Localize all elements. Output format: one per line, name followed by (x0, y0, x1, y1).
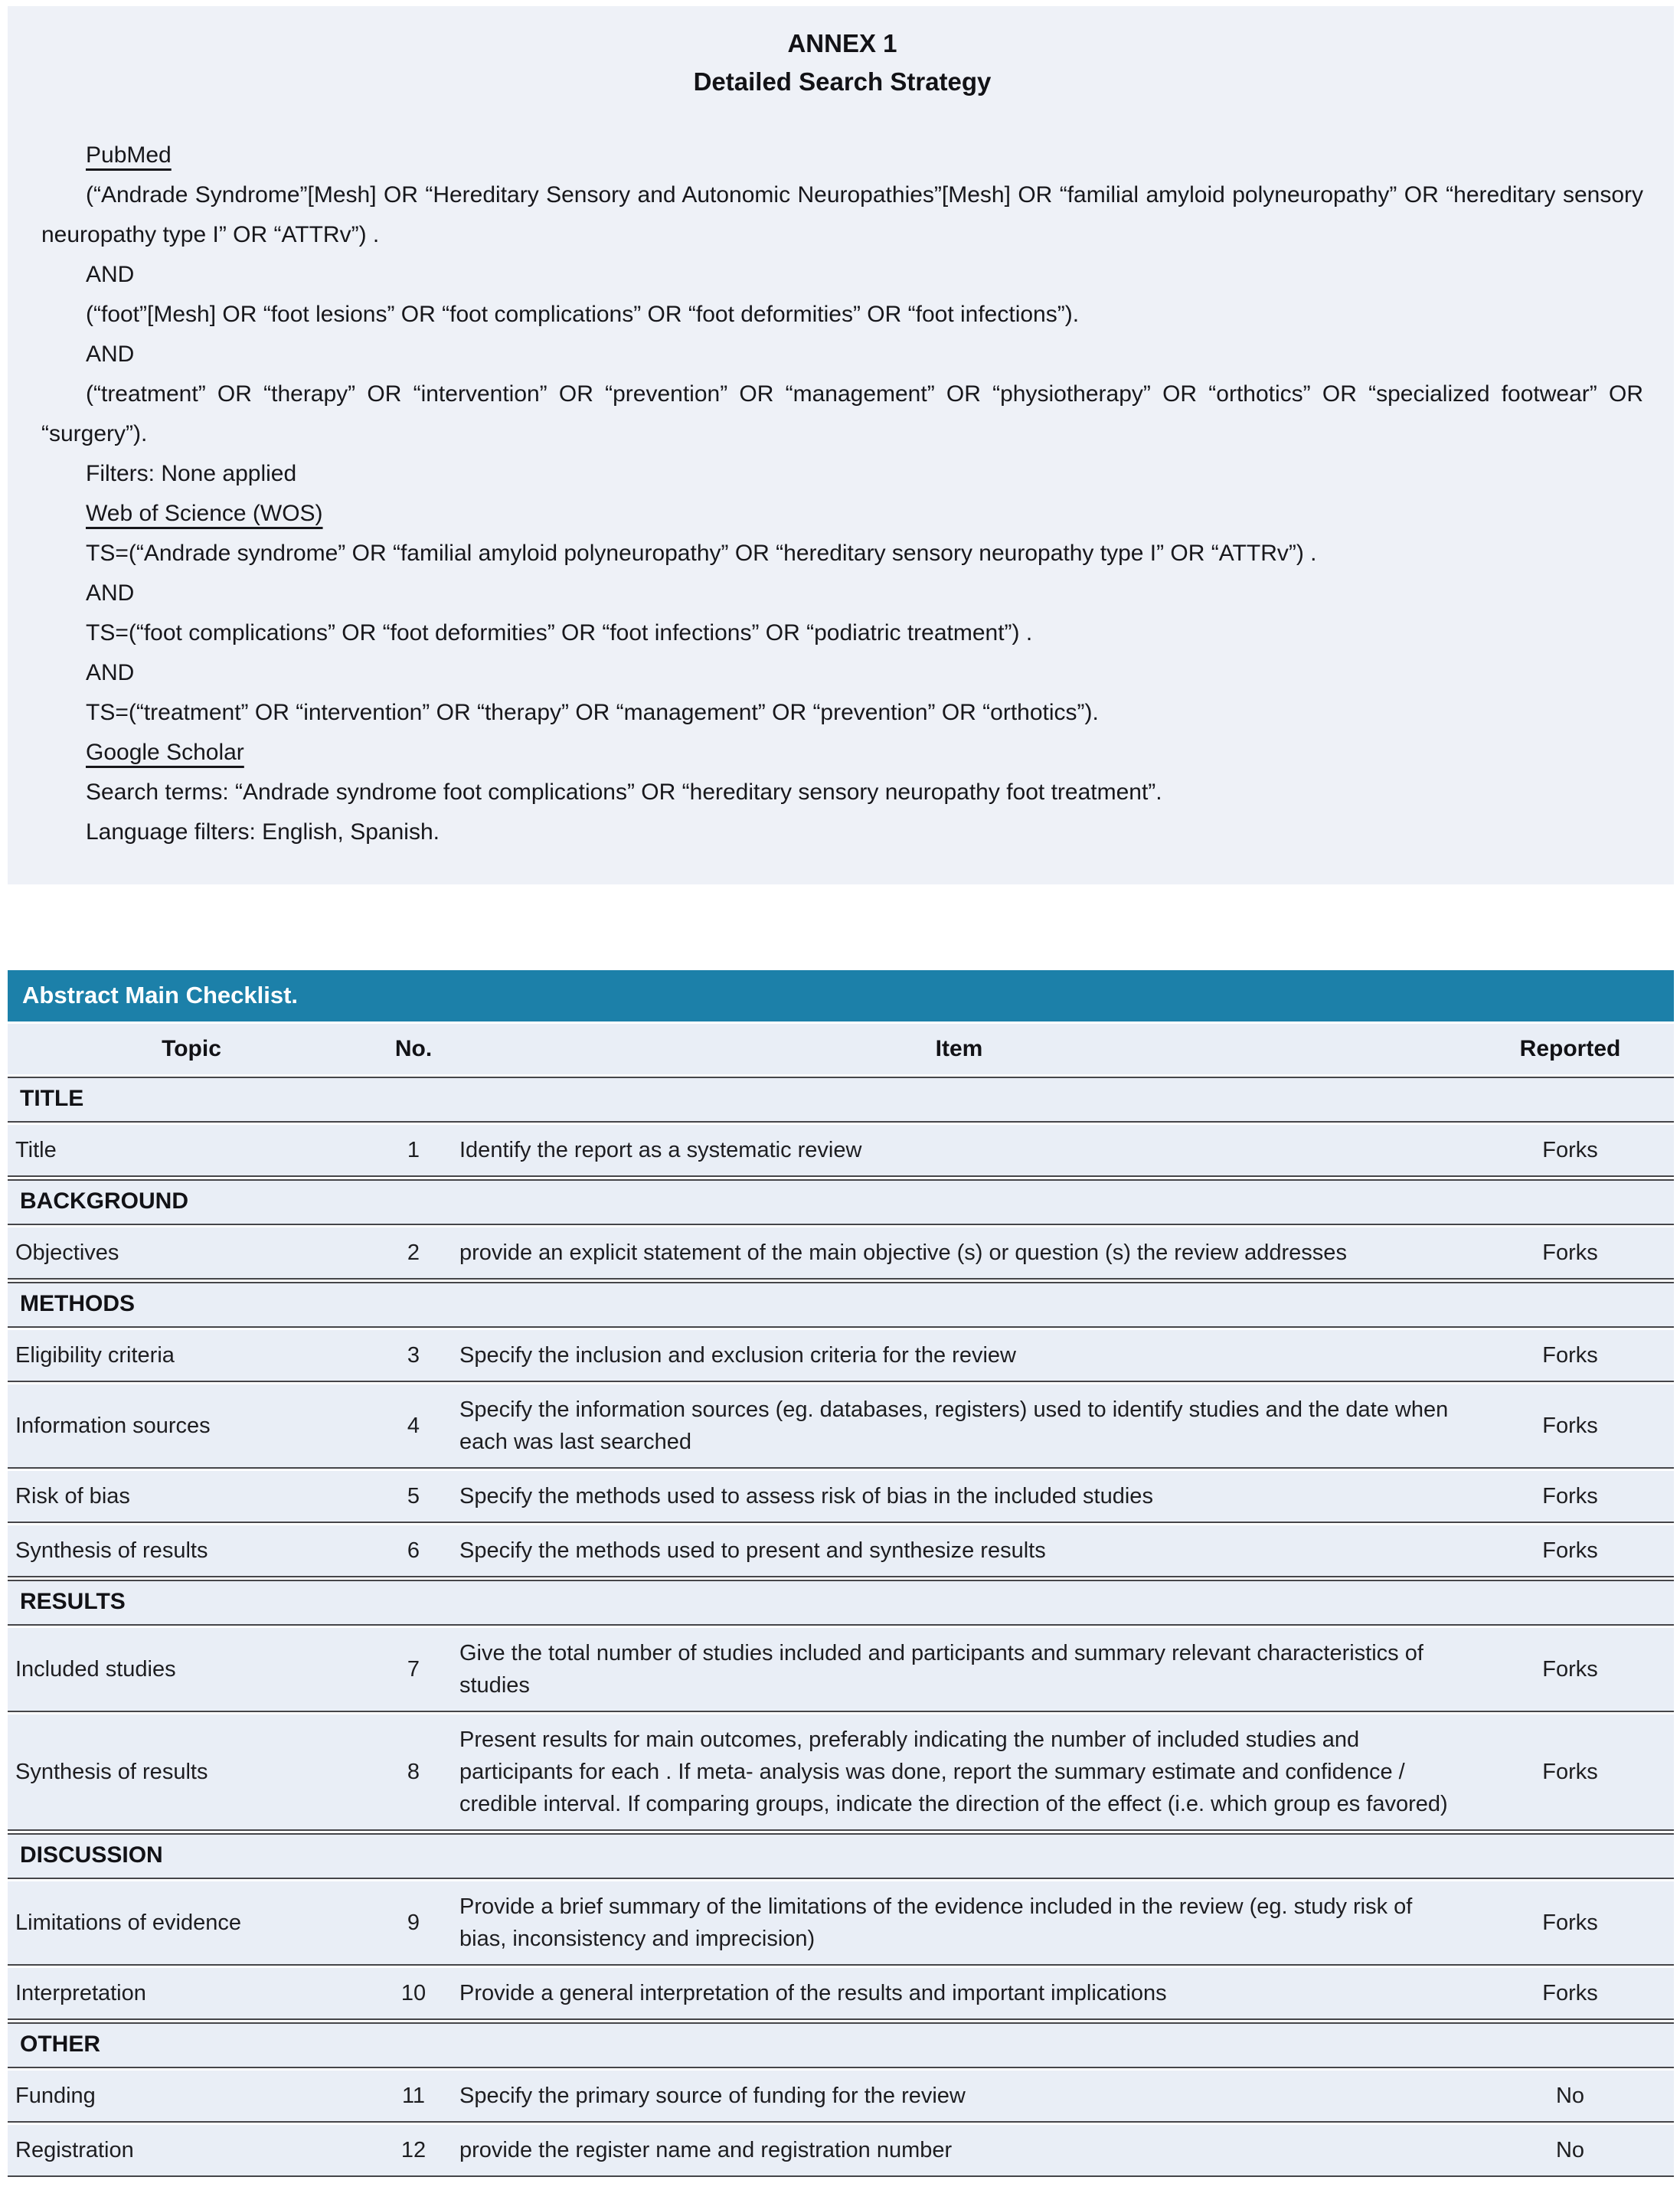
no-cell: 9 (375, 1881, 452, 1966)
topic-cell: Risk of bias (8, 1471, 375, 1523)
search-line: Filters: None applied (86, 461, 297, 486)
table-row (8, 1628, 1674, 1712)
section-row-discussion (8, 1833, 1674, 1879)
search-line: (“treatment” OR “therapy” OR “intervention” OR “prevention” OR “management” OR “physiotherapy” OR “orthotics” OR “specialized footwear” OR “surgery”). (41, 381, 1643, 446)
column-header-no: No. (375, 1024, 452, 1074)
table-row (8, 1125, 1674, 1177)
topic-cell: Eligibility criteria (8, 1330, 375, 1382)
reported-cell: Forks (1466, 1714, 1674, 1831)
table-row (8, 1968, 1674, 2020)
annex-title (41, 25, 1643, 100)
column-header-row (8, 1024, 1674, 1074)
table-row (8, 1471, 1674, 1523)
search-strategy-text (41, 136, 1643, 852)
section-row-background (8, 1179, 1674, 1225)
search-line: TS=(“Andrade syndrome” OR “familial amyloid polyneuropathy” OR “hereditary sensory neuropathy type I” OR “ATTRv”) . (86, 541, 1317, 566)
no-cell: 4 (375, 1384, 452, 1469)
reported-cell: Forks (1466, 1968, 1674, 2020)
no-cell: 5 (375, 1471, 452, 1523)
column-header-item: Item (452, 1024, 1466, 1074)
section-label: RESULTS (8, 1580, 1674, 1626)
search-line: AND (86, 660, 135, 685)
section-row-results (8, 1580, 1674, 1626)
reported-cell: Forks (1466, 1330, 1674, 1382)
annex-title-line1: ANNEX 1 (787, 29, 897, 57)
section-label: BACKGROUND (8, 1179, 1674, 1225)
topic-cell: Registration (8, 2125, 375, 2177)
reported-cell: No (1466, 2125, 1674, 2177)
item-cell: Provide a general interpretation of the results and important implications (452, 1968, 1466, 2020)
item-cell: provide the register name and registration number (452, 2125, 1466, 2177)
checklist-table (8, 1021, 1674, 2179)
table-row (8, 1525, 1674, 1577)
item-cell: Identify the report as a systematic review (452, 1125, 1466, 1177)
no-cell: 3 (375, 1330, 452, 1382)
reported-cell: Forks (1466, 1525, 1674, 1577)
no-cell: 12 (375, 2125, 452, 2177)
checklist-section (8, 970, 1674, 2179)
topic-cell: Limitations of evidence (8, 1881, 375, 1966)
topic-cell: Title (8, 1125, 375, 1177)
no-cell: 7 (375, 1628, 452, 1712)
item-cell: Give the total number of studies included and participants and summary relevant characteristics of studies (452, 1628, 1466, 1712)
item-cell: Specify the methods used to assess risk of bias in the included studies (452, 1471, 1466, 1523)
annex-title-line2: Detailed Search Strategy (693, 67, 992, 96)
section-row-methods (8, 1282, 1674, 1328)
topic-cell: Synthesis of results (8, 1525, 375, 1577)
reported-cell: Forks (1466, 1384, 1674, 1469)
database-heading-pubmed: PubMed (86, 142, 172, 168)
search-strategy-panel (8, 6, 1674, 884)
database-heading-google-scholar: Google Scholar (86, 740, 244, 765)
section-row-other (8, 2022, 1674, 2068)
item-cell: Provide a brief summary of the limitations of the evidence included in the review (eg. study risk of bias, inconsistency and imprecision) (452, 1881, 1466, 1966)
item-cell: Specify the methods used to present and synthesize results (452, 1525, 1466, 1577)
topic-cell: Funding (8, 2071, 375, 2123)
database-heading-wos: Web of Science (WOS) (86, 501, 323, 526)
section-row-title (8, 1077, 1674, 1123)
reported-cell: Forks (1466, 1125, 1674, 1177)
table-row (8, 1330, 1674, 1382)
table-row (8, 1881, 1674, 1966)
item-cell: Specify the inclusion and exclusion criteria for the review (452, 1330, 1466, 1382)
reported-cell: Forks (1466, 1628, 1674, 1712)
search-line: AND (86, 342, 135, 367)
topic-cell: Synthesis of results (8, 1714, 375, 1831)
section-label: DISCUSSION (8, 1833, 1674, 1879)
checklist-title-bar: Abstract Main Checklist. (8, 970, 1674, 1021)
topic-cell: Included studies (8, 1628, 375, 1712)
table-row (8, 2125, 1674, 2177)
reported-cell: Forks (1466, 1227, 1674, 1280)
search-line: TS=(“foot complications” OR “foot deformities” OR “foot infections” OR “podiatric treatment”) . (86, 620, 1033, 646)
table-row (8, 2071, 1674, 2123)
no-cell: 10 (375, 1968, 452, 2020)
search-line: AND (86, 262, 135, 287)
no-cell: 11 (375, 2071, 452, 2123)
item-cell: Specify the primary source of funding for the review (452, 2071, 1466, 2123)
no-cell: 8 (375, 1714, 452, 1831)
table-row (8, 1227, 1674, 1280)
search-line: (“Andrade Syndrome”[Mesh] OR “Hereditary Sensory and Autonomic Neuropathies”[Mesh] OR “familial amyloid polyneuropathy” OR “hereditary sensory neuropathy type I” OR “ATTRv”) . (41, 182, 1643, 247)
reported-cell: Forks (1466, 1881, 1674, 1966)
item-cell: Specify the information sources (eg. databases, registers) used to identify studies and the date when each was last searched (452, 1384, 1466, 1469)
no-cell: 2 (375, 1227, 452, 1280)
reported-cell: Forks (1466, 1471, 1674, 1523)
table-row (8, 1384, 1674, 1469)
item-cell: provide an explicit statement of the main objective (s) or question (s) the review addresses (452, 1227, 1466, 1280)
item-cell: Present results for main outcomes, preferably indicating the number of included studies and participants for each . If meta- analysis was done, report the summary estimate and confidence / credible interval. If comparing groups, indicate the direction of the effect (i.e. which group es favored) (452, 1714, 1466, 1831)
section-label: METHODS (8, 1282, 1674, 1328)
table-row (8, 1714, 1674, 1831)
section-label: TITLE (8, 1077, 1674, 1123)
no-cell: 1 (375, 1125, 452, 1177)
no-cell: 6 (375, 1525, 452, 1577)
search-line: Search terms: “Andrade syndrome foot complications” OR “hereditary sensory neuropathy foot treatment”. (86, 780, 1162, 805)
topic-cell: Objectives (8, 1227, 375, 1280)
search-line: (“foot”[Mesh] OR “foot lesions” OR “foot complications” OR “foot deformities” OR “foot infections”). (86, 302, 1080, 327)
column-header-topic: Topic (8, 1024, 375, 1074)
search-line: Language filters: English, Spanish. (86, 819, 440, 845)
search-line: TS=(“treatment” OR “intervention” OR “therapy” OR “management” OR “prevention” OR “orthotics”). (86, 700, 1099, 725)
topic-cell: Interpretation (8, 1968, 375, 2020)
column-header-reported: Reported (1466, 1024, 1674, 1074)
reported-cell: No (1466, 2071, 1674, 2123)
topic-cell: Information sources (8, 1384, 375, 1469)
search-line: AND (86, 580, 135, 606)
section-label: OTHER (8, 2022, 1674, 2068)
